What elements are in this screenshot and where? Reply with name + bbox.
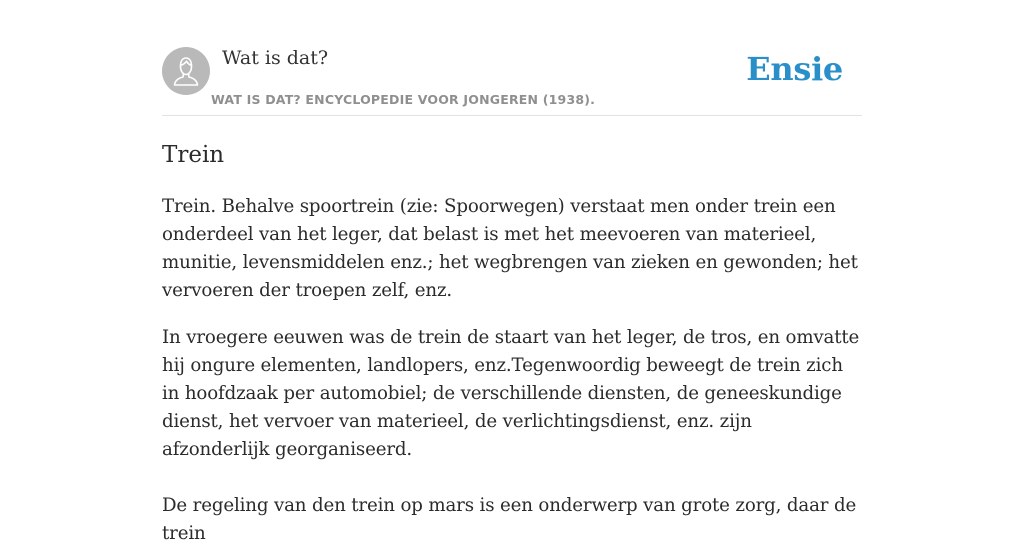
user-silhouette-icon (162, 47, 210, 95)
article-title: Trein (162, 142, 225, 168)
source-avatar[interactable] (162, 47, 210, 95)
article-paragraph: In vroegere eeuwen was de trein de staart van het leger, de tros, en omvatte hij ongure elementen, landlopers, enz.Tegenwoordig beweegt de trein zich in hoofdzaak per automobiel; de verschillende diensten, de geneeskundige dienst, het vervoer van materieel, de verlichtingsdienst, enz. zijn afzonderlijk georganiseerd. (162, 327, 860, 460)
article-paragraph: De regeling van den trein op mars is een onderwerp van grote zorg, daar de trein (162, 495, 857, 544)
ensie-logo[interactable]: Ensie (746, 50, 843, 88)
source-title[interactable]: Wat is dat? (222, 47, 329, 69)
content-column (162, 0, 862, 548)
article (162, 141, 862, 548)
article-paragraph: Trein. Behalve spoortrein (zie: Spoorwegen) verstaat men onder trein een onderdeel van het leger, dat belast is met het meevoeren van materieel, munitie, levensmiddelen enz.; het wegbrengen van zieken en gewonden; het vervoeren der troepen zelf, enz. (162, 196, 858, 301)
source-header (162, 0, 862, 116)
source-subtitle[interactable]: WAT IS DAT? ENCYCLOPEDIE VOOR JONGEREN (1938). (211, 92, 596, 107)
